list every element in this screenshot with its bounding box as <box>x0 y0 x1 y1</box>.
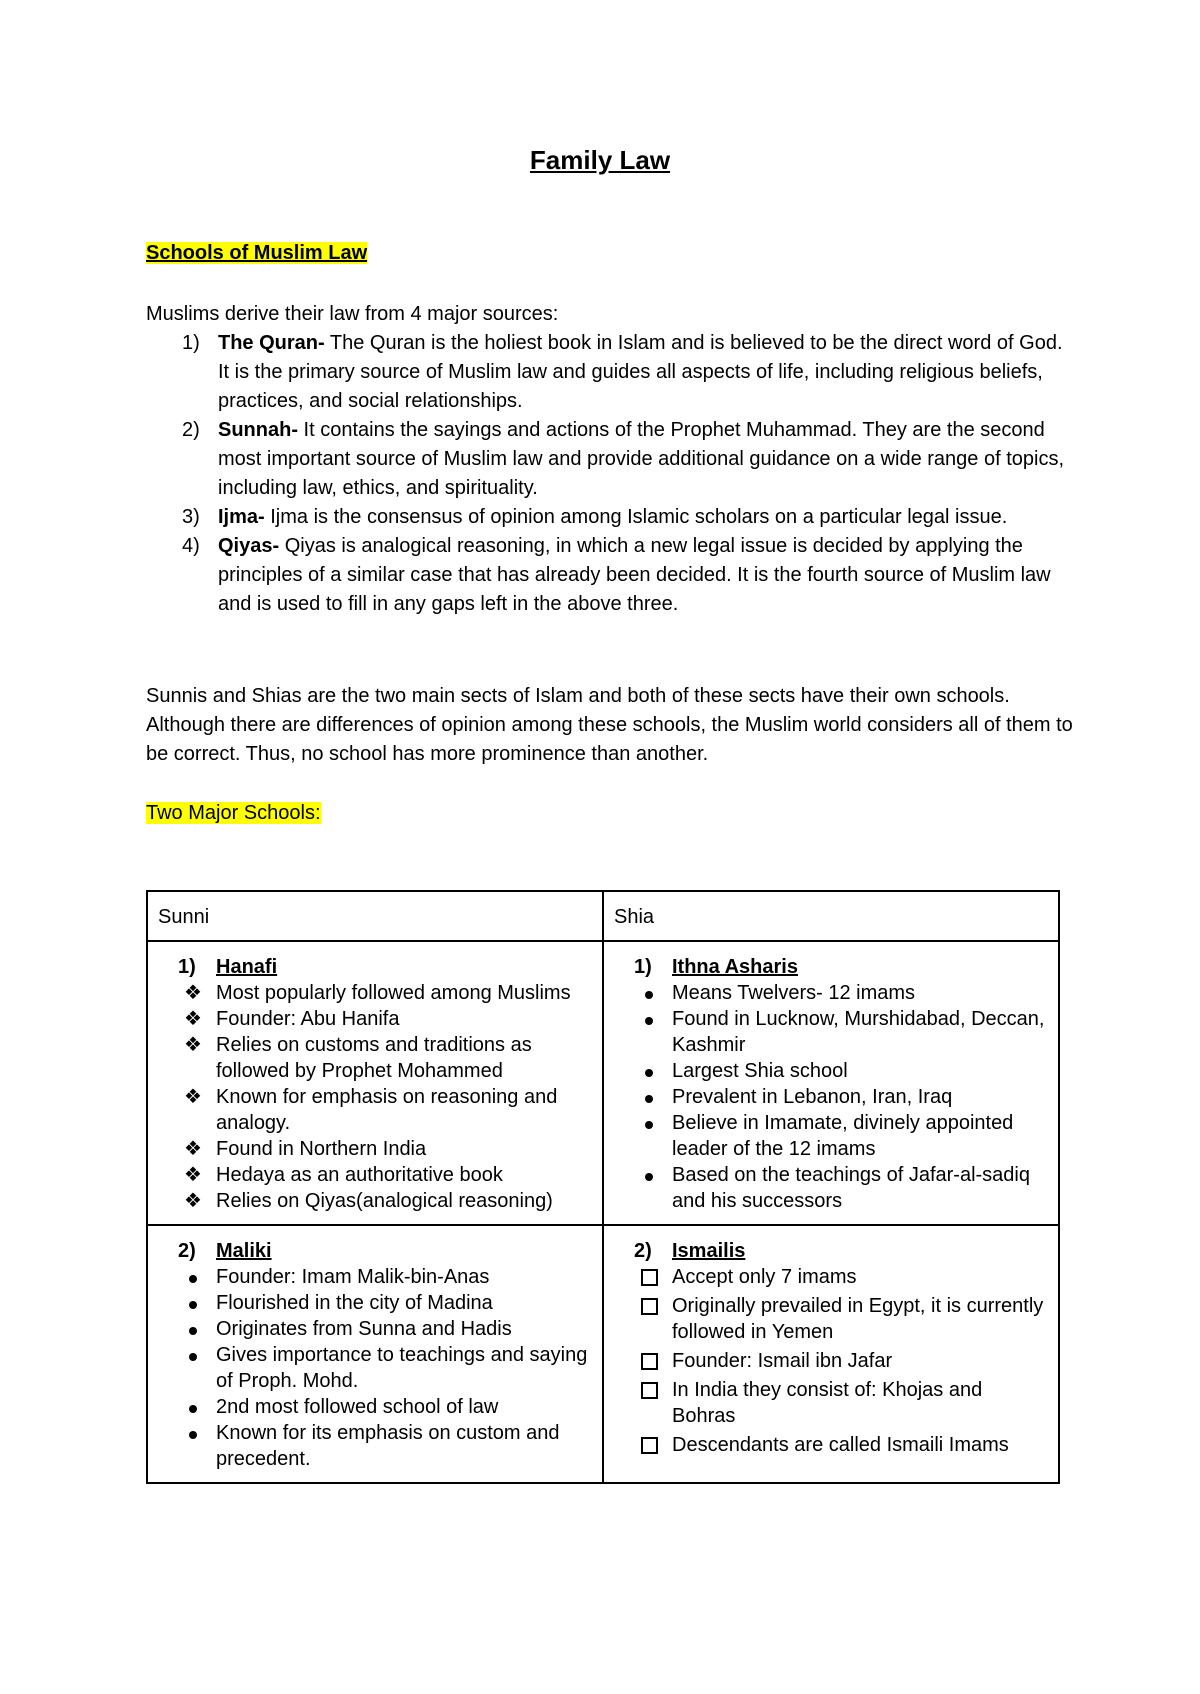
dot-bullet-icon <box>634 1084 664 1110</box>
item-text: Most popularly followed among Muslims <box>216 982 571 1004</box>
item-text: Originally prevailed in Egypt, it is currently followed in Yemen <box>672 1295 1044 1343</box>
item-text: Relies on customs and traditions as followed by Prophet Mohammed <box>216 1034 532 1082</box>
item-text: Means Twelvers- 12 imams <box>672 982 916 1004</box>
item-text: Descendants are called Ismaili Imams <box>672 1434 1009 1456</box>
list-item <box>178 1420 594 1472</box>
list-item <box>178 1188 594 1214</box>
list-item <box>178 1162 594 1188</box>
cell-ismailis <box>603 1225 1059 1483</box>
list-item <box>146 329 1066 416</box>
item-text: Founder: Imam Malik-bin-Anas <box>216 1266 490 1288</box>
list-item <box>178 1316 594 1342</box>
source-name: The Quran- <box>218 332 325 354</box>
dot-bullet-icon <box>634 1110 664 1136</box>
two-major-heading <box>146 800 321 826</box>
dot-bullet-icon <box>634 1162 664 1188</box>
list-item <box>634 1084 1050 1110</box>
page-title: Family Law <box>529 145 671 175</box>
list-item <box>146 503 1066 532</box>
list-item <box>178 1394 594 1420</box>
list-item <box>178 1006 594 1032</box>
diamond-bullet-icon: ❖ <box>184 1190 202 1212</box>
list-item <box>634 1058 1050 1084</box>
table-header-row <box>147 891 1059 941</box>
dot-bullet-icon <box>178 1290 208 1316</box>
list-item <box>634 980 1050 1006</box>
item-text: Found in Northern India <box>216 1138 427 1160</box>
list-item <box>146 416 1066 503</box>
checkbox-bullet-icon <box>634 1293 664 1322</box>
item-text: Originates from Sunna and Hadis <box>216 1318 512 1340</box>
school-number: 1) <box>634 956 652 978</box>
source-text: Ijma is the consensus of opinion among Islamic scholars on a particular legal issue. <box>264 506 1008 528</box>
checkbox-bullet-icon <box>634 1348 664 1377</box>
checkbox-bullet-icon <box>634 1432 664 1461</box>
list-item <box>634 1162 1050 1214</box>
dot-bullet-icon <box>634 1058 664 1084</box>
diamond-bullet-icon: ❖ <box>184 1034 202 1056</box>
list-item <box>634 1293 1050 1345</box>
highlighted-heading-text: Schools of Muslim Law <box>146 242 368 264</box>
source-text: Qiyas is analogical reasoning, in which a new legal issue is decided by applying the principles of a similar case that has already been decided. It is the fourth source of Muslim law and is used to fill in any gaps left in the above three. <box>218 535 1051 615</box>
diamond-bullet-icon: ❖ <box>184 1008 202 1030</box>
school-item-list <box>634 980 1050 1214</box>
school-block <box>148 942 602 1224</box>
diamond-bullet-icon: ❖ <box>184 982 202 1004</box>
school-number: 2) <box>178 1240 196 1262</box>
list-number: 3) <box>182 506 200 528</box>
header-cell-shia <box>603 891 1059 941</box>
schools-table <box>146 890 1060 1484</box>
dot-bullet-icon <box>634 1006 664 1032</box>
item-text: Known for emphasis on reasoning and analogy. <box>216 1086 558 1134</box>
item-text: Accept only 7 imams <box>672 1266 857 1288</box>
dot-bullet-icon <box>178 1316 208 1342</box>
school-name: Ithna Asharis <box>672 956 798 978</box>
dot-bullet-icon <box>634 980 664 1006</box>
list-item <box>178 1342 594 1394</box>
source-name: Qiyas- <box>218 535 280 557</box>
item-text: In India they consist of: Khojas and Bohras <box>672 1379 983 1427</box>
list-item <box>146 532 1066 619</box>
list-item <box>178 1264 594 1290</box>
source-text: The Quran is the holiest book in Islam and is believed to be the direct word of God. It is the primary source of Muslim law and guides all aspects of life, including religious beliefs, practices, and social relationships. <box>218 332 1063 412</box>
item-text: Largest Shia school <box>672 1060 848 1082</box>
list-item <box>634 1006 1050 1058</box>
list-item <box>634 1348 1050 1374</box>
list-item <box>178 1084 594 1136</box>
list-number: 2) <box>182 419 200 441</box>
school-title <box>178 1238 594 1264</box>
item-text: 2nd most followed school of law <box>216 1396 499 1418</box>
cell-maliki <box>147 1225 603 1483</box>
table-row <box>147 1225 1059 1483</box>
item-text: Hedaya as an authoritative book <box>216 1164 503 1186</box>
list-item <box>178 1032 594 1084</box>
item-text: Relies on Qiyas(analogical reasoning) <box>216 1190 553 1212</box>
list-number: 1) <box>182 332 200 354</box>
list-item <box>178 1136 594 1162</box>
item-text: Believe in Imamate, divinely appointed leader of the 12 imams <box>672 1112 1014 1160</box>
item-text: Founder: Ismail ibn Jafar <box>672 1350 893 1372</box>
checkbox-bullet-icon <box>634 1264 664 1293</box>
diamond-bullet-icon: ❖ <box>184 1138 202 1160</box>
item-text: Prevalent in Lebanon, Iran, Iraq <box>672 1086 953 1108</box>
school-title <box>634 954 1050 980</box>
item-text: Found in Lucknow, Murshidabad, Deccan, Kashmir <box>672 1008 1045 1056</box>
diamond-bullet-icon: ❖ <box>184 1086 202 1108</box>
cell-ithna-asharis <box>603 941 1059 1225</box>
header-cell-sunni <box>147 891 603 941</box>
checkbox-bullet-icon <box>634 1377 664 1406</box>
header-label: Sunni <box>158 906 210 928</box>
dot-bullet-icon <box>178 1394 208 1420</box>
school-name: Hanafi <box>216 956 278 978</box>
list-number: 4) <box>182 535 200 557</box>
highlighted-subheading-text: Two Major Schools: <box>146 802 321 824</box>
school-name: Ismailis <box>672 1240 746 1262</box>
item-text: Founder: Abu Hanifa <box>216 1008 400 1030</box>
school-number: 1) <box>178 956 196 978</box>
list-item <box>634 1110 1050 1162</box>
header-label: Shia <box>614 906 655 928</box>
school-number: 2) <box>634 1240 652 1262</box>
intro-paragraph: Muslims derive their law from 4 major sources: <box>146 303 559 325</box>
sects-paragraph: Sunnis and Shias are the two main sects of Islam and both of these sects have their own schools. Although there are differences of opinion among these schools, the Muslim world considers all of them to be correct. Thus, no school has more prominence than another. <box>146 685 1073 765</box>
list-item <box>634 1377 1050 1429</box>
source-name: Ijma- <box>218 506 265 528</box>
school-block <box>604 942 1058 1224</box>
school-title <box>634 1238 1050 1264</box>
table-row <box>147 941 1059 1225</box>
diamond-bullet-icon: ❖ <box>184 1164 202 1186</box>
source-text: It contains the sayings and actions of the Prophet Muhammad. They are the second most important source of Muslim law and provide additional guidance on a wide range of topics, including law, ethics, and spirituality. <box>218 419 1065 499</box>
list-item <box>634 1264 1050 1290</box>
school-item-list <box>178 1264 594 1472</box>
item-text: Flourished in the city of Madina <box>216 1292 493 1314</box>
school-item-list <box>178 980 594 1214</box>
dot-bullet-icon <box>178 1342 208 1368</box>
list-item <box>178 1290 594 1316</box>
school-block <box>604 1226 1058 1471</box>
school-block <box>148 1226 602 1482</box>
item-text: Known for its emphasis on custom and precedent. <box>216 1422 560 1470</box>
source-name: Sunnah- <box>218 419 298 441</box>
school-title <box>178 954 594 980</box>
dot-bullet-icon <box>178 1264 208 1290</box>
school-item-list <box>634 1264 1050 1458</box>
list-item <box>178 980 594 1006</box>
cell-hanafi <box>147 941 603 1225</box>
school-name: Maliki <box>216 1240 272 1262</box>
dot-bullet-icon <box>178 1420 208 1446</box>
item-text: Gives importance to teachings and saying of Proph. Mohd. <box>216 1344 588 1392</box>
sources-list <box>146 329 1066 619</box>
list-item <box>634 1432 1050 1458</box>
item-text: Based on the teachings of Jafar-al-sadiq and his successors <box>672 1164 1030 1212</box>
section-heading <box>146 240 367 266</box>
